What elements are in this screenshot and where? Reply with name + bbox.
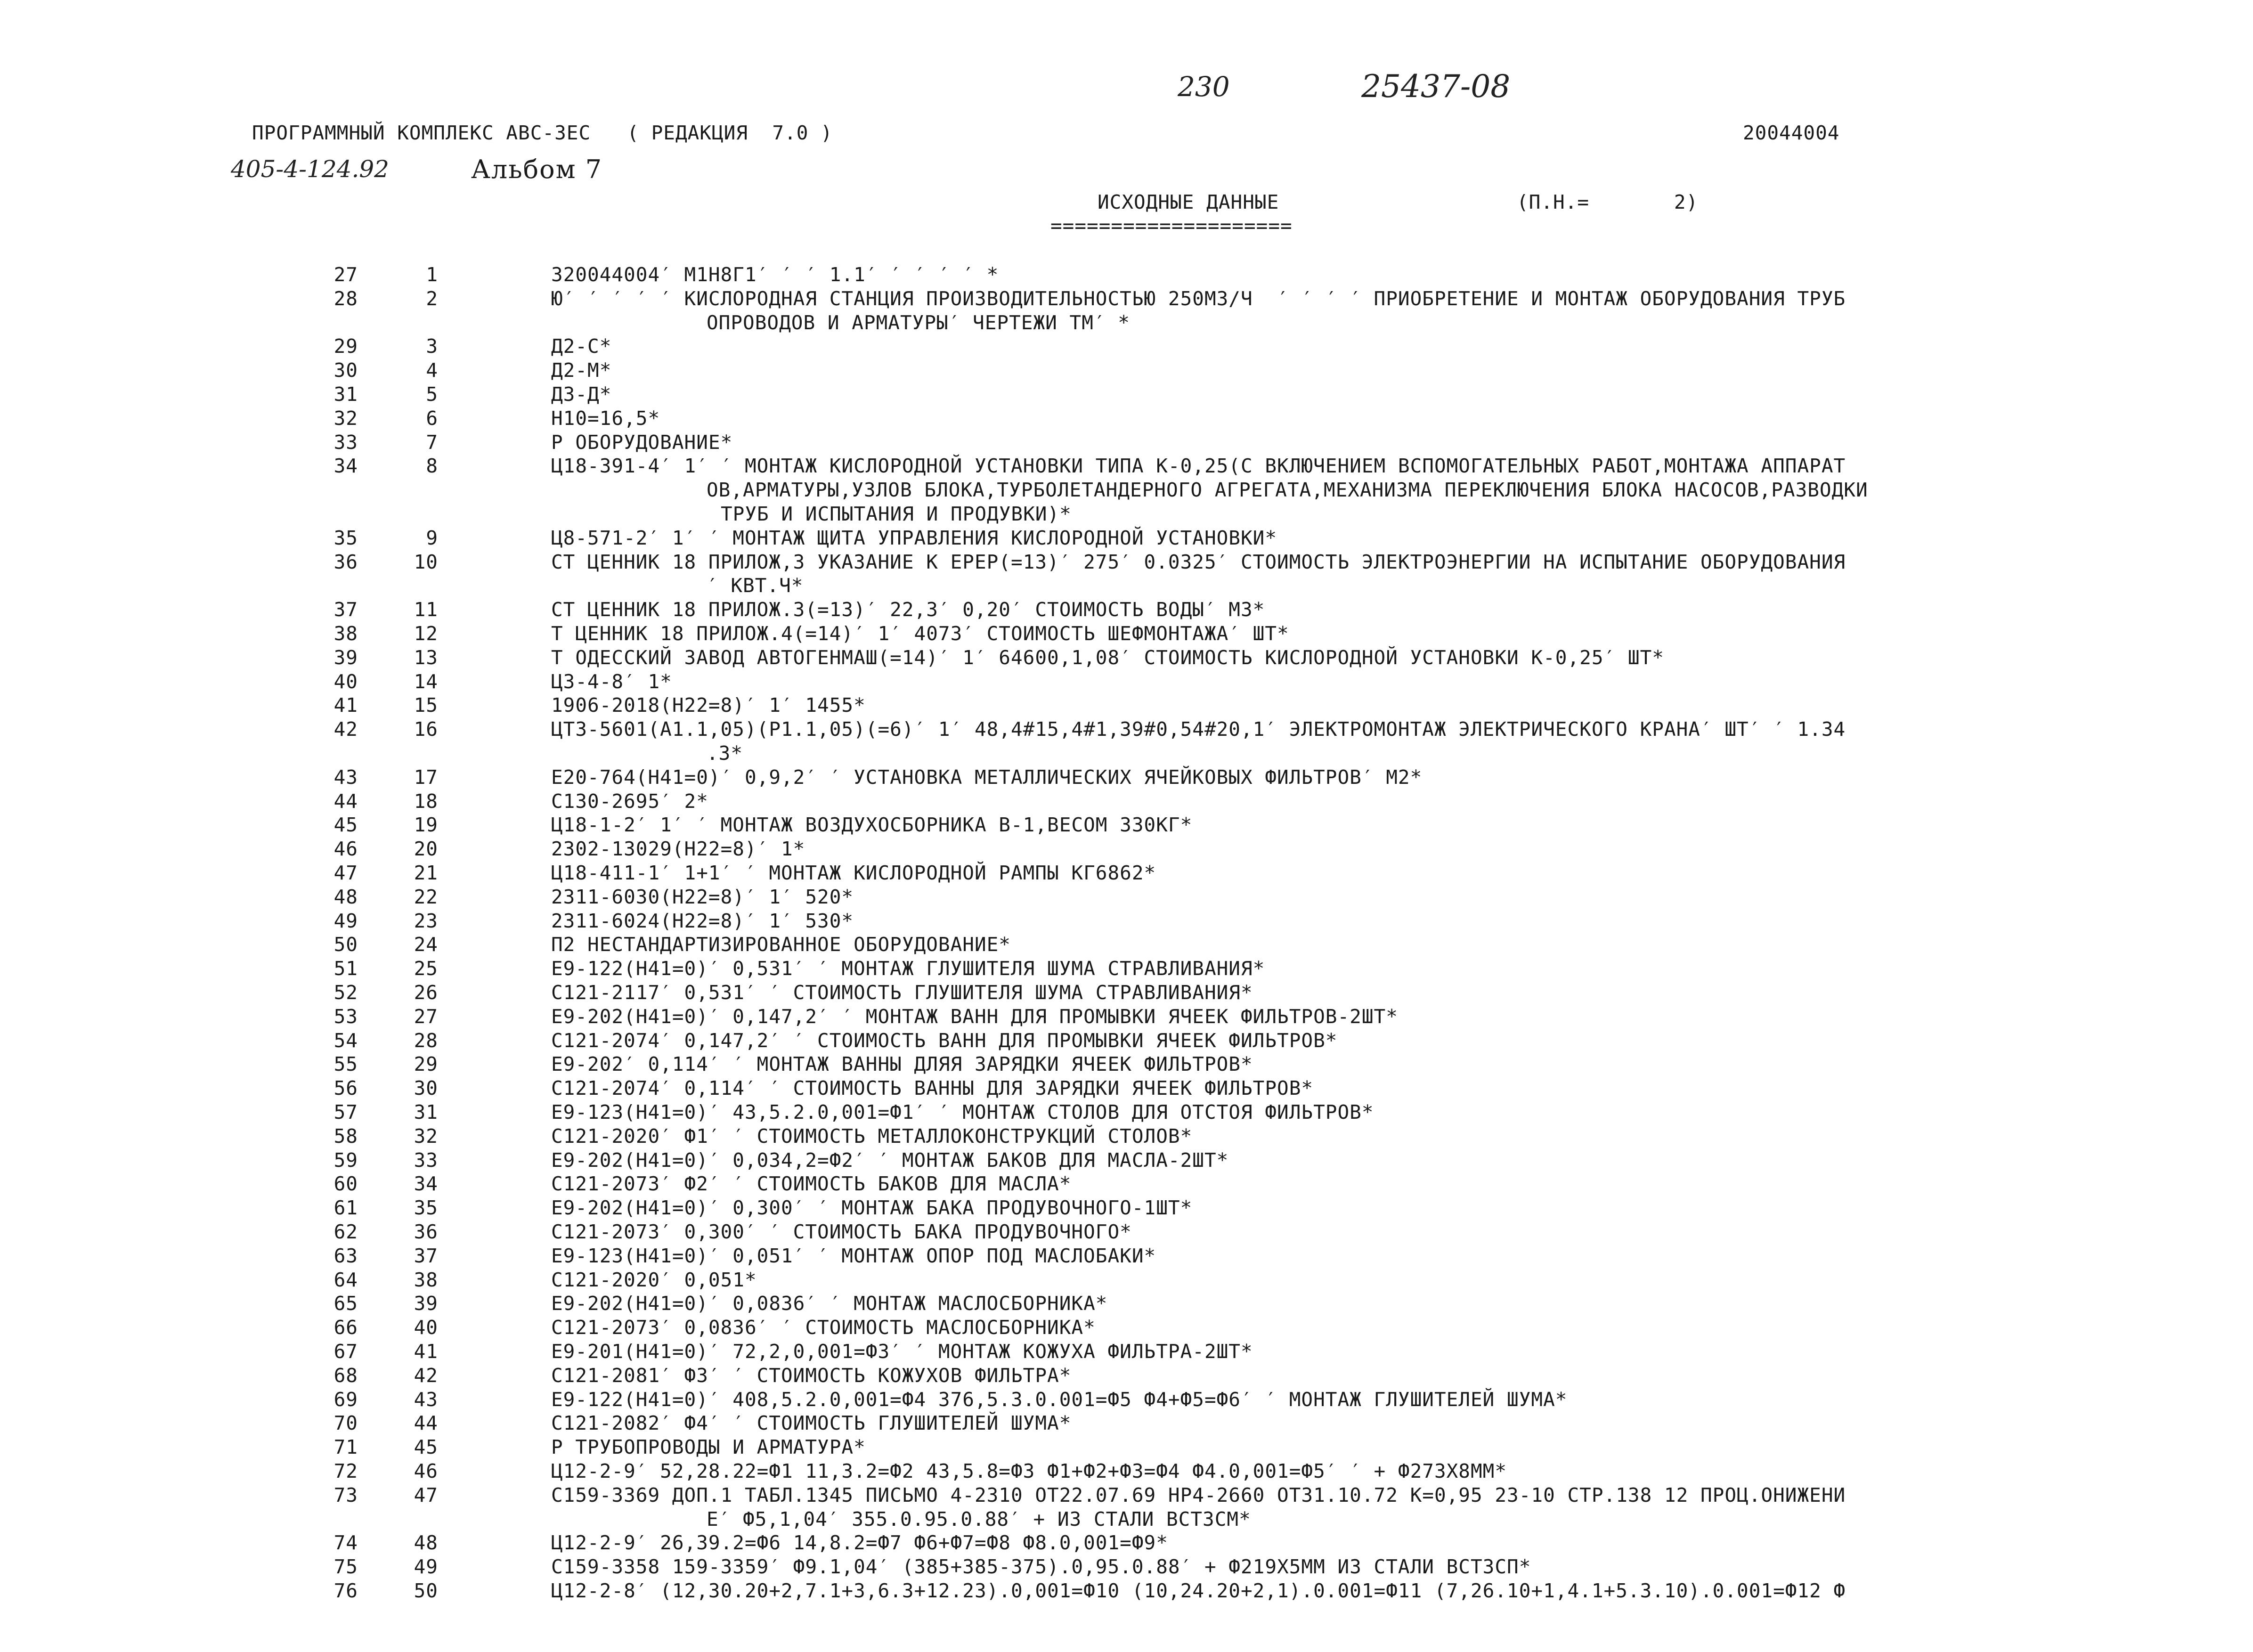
record-number: 31 <box>333 383 358 406</box>
record-number: 42 <box>333 718 358 741</box>
record-text: Ю′ ′ ′ ′ ′ КИСЛОРОДНАЯ СТАНЦИЯ ПРОИЗВОДИТЕЛЬНОСТЬЮ 250М3/Ч ′ ′ ′ ′ ПРИОБРЕТЕНИЕ И МОНТАЖ ОБОРУДОВАНИЯ ТРУБ <box>551 287 1846 310</box>
record-text: С121-2073′ Ф2′ ′ СТОИМОСТЬ БАКОВ ДЛЯ МАСЛА* <box>551 1172 1072 1196</box>
record-text: Ц18-411-1′ 1+1′ ′ МОНТАЖ КИСЛОРОДНОЙ РАМПЫ КГ6862* <box>551 862 1156 884</box>
record-text: С130-2695′ 2* <box>551 789 708 813</box>
record-number: 48 <box>333 885 358 908</box>
record-text-continuation: .3* <box>707 742 743 765</box>
line-index: 19 <box>414 814 438 837</box>
record-text: С121-2081′ Ф3′ ′ СТОИМОСТЬ КОЖУХОВ ФИЛЬТРА* <box>551 1364 1072 1387</box>
line-index: 14 <box>414 670 438 693</box>
record-text: Ц12-2-8′ (12,30.20+2,7.1+3,6.3+12.23).0,001=Ф10 (10,24.20+2,1).0.001=Ф11 (7,26.10+1,4.1+5.3.10).0.001=Ф12 Ф <box>551 1579 1846 1602</box>
line-index: 39 <box>414 1292 438 1315</box>
record-number: 49 <box>333 909 358 932</box>
line-index: 21 <box>414 862 438 884</box>
handwritten-doc-code: 25437-08 <box>1361 68 1511 105</box>
record-text: С121-2020′ Ф1′ ′ СТОИМОСТЬ МЕТАЛЛОКОНСТРУКЦИЙ СТОЛОВ* <box>551 1124 1193 1147</box>
record-number: 28 <box>333 287 358 310</box>
record-text: С121-2074′ 0,147,2′ ′ СТОИМОСТЬ ВАНН ДЛЯ ПРОМЫВКИ ЯЧЕЕК ФИЛЬТРОВ* <box>551 1029 1338 1052</box>
record-text: Ц18-1-2′ 1′ ′ МОНТАЖ ВОЗДУХОСБОРНИКА В-1,ВЕСОМ 330КГ* <box>551 814 1193 837</box>
line-index: 17 <box>414 765 438 789</box>
record-number: 74 <box>333 1531 358 1554</box>
record-number: 52 <box>333 981 358 1004</box>
program-header: ПРОГРАММНЫЙ КОМПЛЕКС АВС-3ЕС ( РЕДАКЦИЯ 7.0 ) <box>252 122 833 144</box>
line-index: 4 <box>426 359 438 382</box>
record-number: 43 <box>333 765 358 789</box>
line-index: 34 <box>414 1172 438 1196</box>
line-index: 30 <box>414 1077 438 1100</box>
record-number: 36 <box>333 550 358 573</box>
record-text: Е9-122(Н41=0)′ 408,5.2.0,001=Ф4 376,5.3.0.001=Ф5 Ф4+Ф5=Ф6′ ′ МОНТАЖ ГЛУШИТЕЛЕЙ ШУМА* <box>551 1388 1568 1411</box>
record-number: 71 <box>333 1436 358 1459</box>
record-text: Р ОБОРУДОВАНИЕ* <box>551 431 733 454</box>
record-number: 39 <box>333 646 358 669</box>
record-text-continuation: ОВ,АРМАТУРЫ,УЗЛОВ БЛОКА,ТУРБОЛЕТАНДЕРНОГО АГРЕГАТА,МЕХАНИЗМА ПЕРЕКЛЮЧЕНИЯ БЛОКА НАСОСОВ,РАЗВОДКИ <box>707 479 1868 502</box>
record-number: 75 <box>333 1555 358 1579</box>
record-text: Е9-202(Н41=0)′ 0,300′ ′ МОНТАЖ БАКА ПРОДУВОЧНОГО-1ШТ* <box>551 1196 1193 1220</box>
record-text: Ц3-4-8′ 1* <box>551 670 672 693</box>
line-index: 29 <box>414 1053 438 1076</box>
record-text: Д3-Д* <box>551 383 612 406</box>
page-marker: (П.Н.= 2) <box>1517 191 1699 213</box>
record-text: Ц12-2-9′ 52,28.22=Ф1 11,3.2=Ф2 43,5.8=Ф3 Ф1+Ф2+Ф3=Ф4 Ф4.0,001=Ф5′ ′ + Ф273Х8ММ* <box>551 1460 1507 1482</box>
line-index: 28 <box>414 1029 438 1052</box>
record-number: 32 <box>333 407 358 430</box>
record-text: 320044004′ М1Н8Г1′ ′ ′ 1.1′ ′ ′ ′ ′ * <box>551 263 999 286</box>
record-number: 51 <box>333 957 358 980</box>
record-text: 2302-13029(Н22=8)′ 1* <box>551 838 805 861</box>
record-number: 65 <box>333 1292 358 1315</box>
record-number: 76 <box>333 1579 358 1602</box>
record-number: 27 <box>333 263 358 286</box>
record-number: 47 <box>333 862 358 884</box>
line-index: 38 <box>414 1268 438 1291</box>
line-index: 48 <box>414 1531 438 1554</box>
handwritten-album-ref: 405-4-124.92 <box>231 155 389 183</box>
record-number: 70 <box>333 1412 358 1435</box>
record-number: 67 <box>333 1340 358 1363</box>
line-index: 33 <box>414 1148 438 1172</box>
record-text: Е9-202(Н41=0)′ 0,147,2′ ′ МОНТАЖ ВАНН ДЛЯ ПРОМЫВКИ ЯЧЕЕК ФИЛЬТРОВ-2ШТ* <box>551 1005 1398 1028</box>
record-text: Д2-М* <box>551 359 612 382</box>
record-text: Е9-123(Н41=0)′ 43,5.2.0,001=Ф1′ ′ МОНТАЖ СТОЛОВ ДЛЯ ОТСТОЯ ФИЛЬТРОВ* <box>551 1101 1374 1123</box>
record-text: С121-2117′ 0,531′ ′ СТОИМОСТЬ ГЛУШИТЕЛЯ ШУМА СТРАВЛИВАНИЯ* <box>551 981 1253 1004</box>
record-text: С159-3358 159-3359′ Ф9.1,04′ (385+385-375).0,95.0.88′ + Ф219Х5ММ ИЗ СТАЛИ ВСТ3СП* <box>551 1555 1531 1579</box>
record-number: 34 <box>333 455 358 478</box>
line-index: 15 <box>414 694 438 717</box>
record-number: 50 <box>333 933 358 956</box>
line-index: 42 <box>414 1364 438 1387</box>
section-title: ИСХОДНЫЕ ДАННЫЕ <box>1098 191 1279 213</box>
record-number: 61 <box>333 1196 358 1220</box>
line-index: 8 <box>426 455 438 478</box>
line-index: 5 <box>426 383 438 406</box>
record-text: 1906-2018(Н22=8)′ 1′ 1455* <box>551 694 866 717</box>
record-text: С121-2073′ 0,0836′ ′ СТОИМОСТЬ МАСЛОСБОРНИКА* <box>551 1316 1096 1339</box>
record-text: Ц8-571-2′ 1′ ′ МОНТАЖ ЩИТА УПРАВЛЕНИЯ КИСЛОРОДНОЙ УСТАНОВКИ* <box>551 526 1277 549</box>
line-index: 40 <box>414 1316 438 1339</box>
line-index: 46 <box>414 1460 438 1482</box>
line-index: 35 <box>414 1196 438 1220</box>
line-index: 50 <box>414 1579 438 1602</box>
line-index: 41 <box>414 1340 438 1363</box>
line-index: 37 <box>414 1244 438 1267</box>
record-number: 60 <box>333 1172 358 1196</box>
record-number: 73 <box>333 1483 358 1506</box>
record-text: П2 НЕСТАНДАРТИЗИРОВАННОЕ ОБОРУДОВАНИЕ* <box>551 933 1011 956</box>
record-number: 62 <box>333 1221 358 1243</box>
line-index: 44 <box>414 1412 438 1435</box>
record-text-continuation: ТРУБ И ИСПЫТАНИЯ И ПРОДУВКИ)* <box>721 503 1072 525</box>
line-index: 49 <box>414 1555 438 1579</box>
record-text: Е9-202(Н41=0)′ 0,034,2=Ф2′ ′ МОНТАЖ БАКОВ ДЛЯ МАСЛА-2ШТ* <box>551 1148 1229 1172</box>
record-text: Т ЦЕННИК 18 ПРИЛОЖ.4(=14)′ 1′ 4073′ СТОИМОСТЬ ШЕФМОНТАЖА′ ШТ* <box>551 622 1289 645</box>
record-number: 64 <box>333 1268 358 1291</box>
line-index: 36 <box>414 1221 438 1243</box>
record-number: 40 <box>333 670 358 693</box>
record-number: 57 <box>333 1101 358 1123</box>
line-index: 22 <box>414 885 438 908</box>
record-number: 35 <box>333 526 358 549</box>
record-text: С121-2082′ Ф4′ ′ СТОИМОСТЬ ГЛУШИТЕЛЕЙ ШУМА* <box>551 1412 1072 1435</box>
section-title-underline: ==================== <box>1050 214 1293 237</box>
line-index: 2 <box>426 287 438 310</box>
record-text: Р ТРУБОПРОВОДЫ И АРМАТУРА* <box>551 1436 866 1459</box>
record-text: 2311-6030(Н22=8)′ 1′ 520* <box>551 885 854 908</box>
record-number: 55 <box>333 1053 358 1076</box>
record-text: Е9-122(Н41=0)′ 0,531′ ′ МОНТАЖ ГЛУШИТЕЛЯ ШУМА СТРАВЛИВАНИЯ* <box>551 957 1265 980</box>
record-text: Е9-123(Н41=0)′ 0,051′ ′ МОНТАЖ ОПОР ПОД МАСЛОБАКИ* <box>551 1244 1156 1267</box>
record-number: 41 <box>333 694 358 717</box>
record-number: 63 <box>333 1244 358 1267</box>
record-text: Е9-202′ 0,114′ ′ МОНТАЖ ВАННЫ ДЛЯЯ ЗАРЯДКИ ЯЧЕЕК ФИЛЬТРОВ* <box>551 1053 1253 1076</box>
record-number: 30 <box>333 359 358 382</box>
record-text: С121-2020′ 0,051* <box>551 1268 757 1291</box>
record-number: 46 <box>333 838 358 861</box>
handwritten-page-number: 230 <box>1178 71 1230 103</box>
record-text: С159-3369 ДОП.1 ТАБЛ.1345 ПИСЬМО 4-2310 ОТ22.07.69 НР4-2660 ОТ31.10.72 К=0,95 23-10 СТР.138 12 ПРОЦ.ОНИЖЕНИ <box>551 1483 1846 1506</box>
line-index: 20 <box>414 838 438 861</box>
line-index: 10 <box>414 550 438 573</box>
record-text: СТ ЦЕННИК 18 ПРИЛОЖ,3 УКАЗАНИЕ К ЕРЕР(=13)′ 275′ 0.0325′ СТОИМОСТЬ ЭЛЕКТРОЭНЕРГИИ НА ИСПЫТАНИЕ ОБОРУДОВАНИЯ <box>551 550 1846 573</box>
record-number: 45 <box>333 814 358 837</box>
record-number: 33 <box>333 431 358 454</box>
record-number: 44 <box>333 789 358 813</box>
line-index: 13 <box>414 646 438 669</box>
line-index: 43 <box>414 1388 438 1411</box>
line-index: 25 <box>414 957 438 980</box>
record-number: 69 <box>333 1388 358 1411</box>
record-text-continuation: Е′ Ф5,1,04′ 355.0.95.0.88′ + ИЗ СТАЛИ ВСТ3СМ* <box>707 1507 1251 1530</box>
record-text: ЦТ3-5601(А1.1,05)(Р1.1,05)(=6)′ 1′ 48,4#15,4#1,39#0,54#20,1′ ЭЛЕКТРОМОНТАЖ ЭЛЕКТРИЧЕСКОГО КРАНА′ ШТ′ ′ 1.34 <box>551 718 1846 741</box>
line-index: 1 <box>426 263 438 286</box>
record-text: С121-2073′ 0,300′ ′ СТОИМОСТЬ БАКА ПРОДУВОЧНОГО* <box>551 1221 1132 1243</box>
line-index: 18 <box>414 789 438 813</box>
album-label: Альбом 7 <box>471 155 603 184</box>
record-number: 59 <box>333 1148 358 1172</box>
record-number: 37 <box>333 598 358 621</box>
record-text: Т ОДЕССКИЙ ЗАВОД АВТОГЕНМАШ(=14)′ 1′ 64600,1,08′ СТОИМОСТЬ КИСЛОРОДНОЙ УСТАНОВКИ К-0,25′ ШТ* <box>551 646 1664 669</box>
record-text: Е9-202(Н41=0)′ 0,0836′ ′ МОНТАЖ МАСЛОСБОРНИКА* <box>551 1292 1108 1315</box>
record-text: С121-2074′ 0,114′ ′ СТОИМОСТЬ ВАННЫ ДЛЯ ЗАРЯДКИ ЯЧЕЕК ФИЛЬТРОВ* <box>551 1077 1314 1100</box>
line-index: 47 <box>414 1483 438 1506</box>
line-index: 31 <box>414 1101 438 1123</box>
record-number: 66 <box>333 1316 358 1339</box>
record-text: Е9-201(Н41=0)′ 72,2,0,001=Ф3′ ′ МОНТАЖ КОЖУХА ФИЛЬТРА-2ШТ* <box>551 1340 1253 1363</box>
record-text-continuation: ОПРОВОДОВ И АРМАТУРЫ′ ЧЕРТЕЖИ ТМ′ * <box>707 311 1130 334</box>
record-number: 72 <box>333 1460 358 1482</box>
line-index: 12 <box>414 622 438 645</box>
record-text: Д2-С* <box>551 335 612 358</box>
record-number: 53 <box>333 1005 358 1028</box>
record-number: 38 <box>333 622 358 645</box>
record-number: 54 <box>333 1029 358 1052</box>
line-index: 11 <box>414 598 438 621</box>
line-index: 32 <box>414 1124 438 1147</box>
line-index: 27 <box>414 1005 438 1028</box>
line-index: 3 <box>426 335 438 358</box>
document-id: 20044004 <box>1743 122 1840 144</box>
line-index: 23 <box>414 909 438 932</box>
line-index: 45 <box>414 1436 438 1459</box>
line-index: 6 <box>426 407 438 430</box>
record-text: СТ ЦЕННИК 18 ПРИЛОЖ.3(=13)′ 22,3′ 0,20′ СТОИМОСТЬ ВОДЫ′ М3* <box>551 598 1265 621</box>
line-index: 7 <box>426 431 438 454</box>
record-text: Ц18-391-4′ 1′ ′ МОНТАЖ КИСЛОРОДНОЙ УСТАНОВКИ ТИПА К-0,25(С ВКЛЮЧЕНИЕМ ВСПОМОГАТЕЛЬНЫХ РАБОТ,МОНТАЖА АППАРАТ <box>551 455 1846 478</box>
record-text: Е20-764(Н41=0)′ 0,9,2′ ′ УСТАНОВКА МЕТАЛЛИЧЕСКИХ ЯЧЕЙКОВЫХ ФИЛЬТРОВ′ М2* <box>551 765 1423 789</box>
record-text: 2311-6024(Н22=8)′ 1′ 530* <box>551 909 854 932</box>
record-text: Н10=16,5* <box>551 407 660 430</box>
record-text: Ц12-2-9′ 26,39.2=Ф6 14,8.2=Ф7 Ф6+Ф7=Ф8 Ф8.0,001=Ф9* <box>551 1531 1168 1554</box>
record-number: 68 <box>333 1364 358 1387</box>
line-index: 24 <box>414 933 438 956</box>
line-index: 9 <box>426 526 438 549</box>
line-index: 16 <box>414 718 438 741</box>
record-number: 56 <box>333 1077 358 1100</box>
line-index: 26 <box>414 981 438 1004</box>
record-text-continuation: ′ КВТ.Ч* <box>707 574 804 597</box>
record-number: 29 <box>333 335 358 358</box>
record-number: 58 <box>333 1124 358 1147</box>
